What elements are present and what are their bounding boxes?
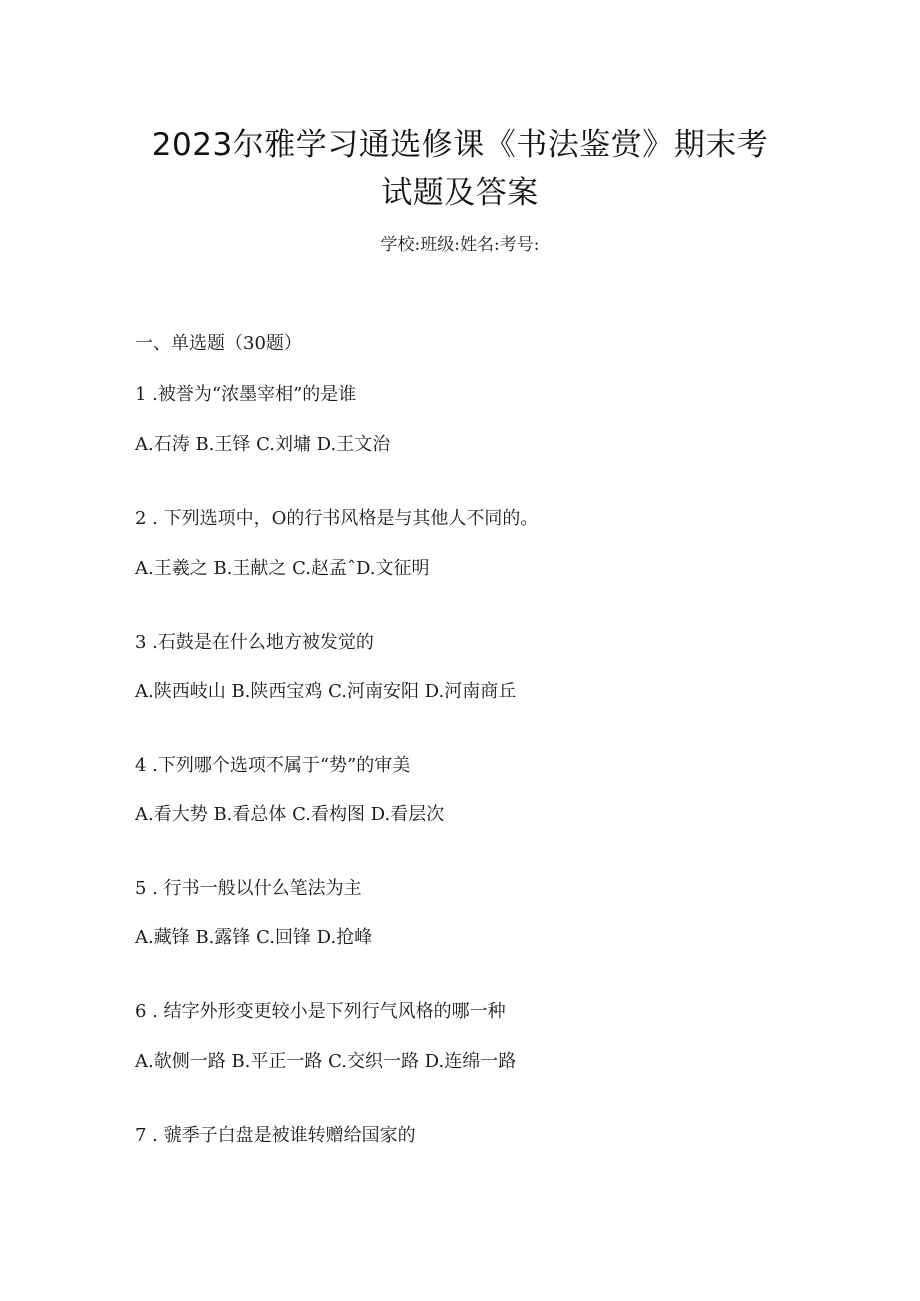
document-title-line-1: 2023尔雅学习通选修课《书法鉴赏》期末考 xyxy=(151,127,769,163)
student-info-line: 学校:班级:姓名:考号: xyxy=(380,235,540,255)
section-heading: 一、单选题（30题） xyxy=(135,333,302,354)
question-options-5: A.藏锋 B.露锋 C.回锋 D.抢峰 xyxy=(135,927,373,948)
question-options-4: A.看大势 B.看总体 C.看构图 D.看层次 xyxy=(135,804,445,825)
question-stem-2: 2 . 下列选项中，O的行书风格是与其他人不同的。 xyxy=(135,508,539,529)
question-stem-4: 4 .下列哪个选项不属于“势”的审美 xyxy=(135,755,411,776)
question-options-3: A.陕西岐山 B.陕西宝鸡 C.河南安阳 D.河南商丘 xyxy=(135,681,517,702)
question-options-2: A.王羲之 B.王献之 C.赵孟ˆD.文征明 xyxy=(135,558,430,579)
question-stem-7: 7 . 虢季子白盘是被谁转赠给国家的 xyxy=(135,1125,416,1146)
question-stem-6: 6 . 结字外形变更较小是下列行气风格的哪一种 xyxy=(135,1001,506,1022)
question-options-1: A.石涛 B.王铎 C.刘墉 D.王文治 xyxy=(135,434,391,455)
question-stem-5: 5 . 行书一般以什么笔法为主 xyxy=(135,878,362,899)
question-stem-3: 3 .石鼓是在什么地方被发觉的 xyxy=(135,632,374,653)
question-stem-1: 1 .被誉为“浓墨宰相”的是谁 xyxy=(135,384,357,405)
question-options-6: A.欹侧一路 B.平正一路 C.交织一路 D.连绵一路 xyxy=(135,1051,517,1072)
document-title-line-2: 试题及答案 xyxy=(381,175,539,211)
